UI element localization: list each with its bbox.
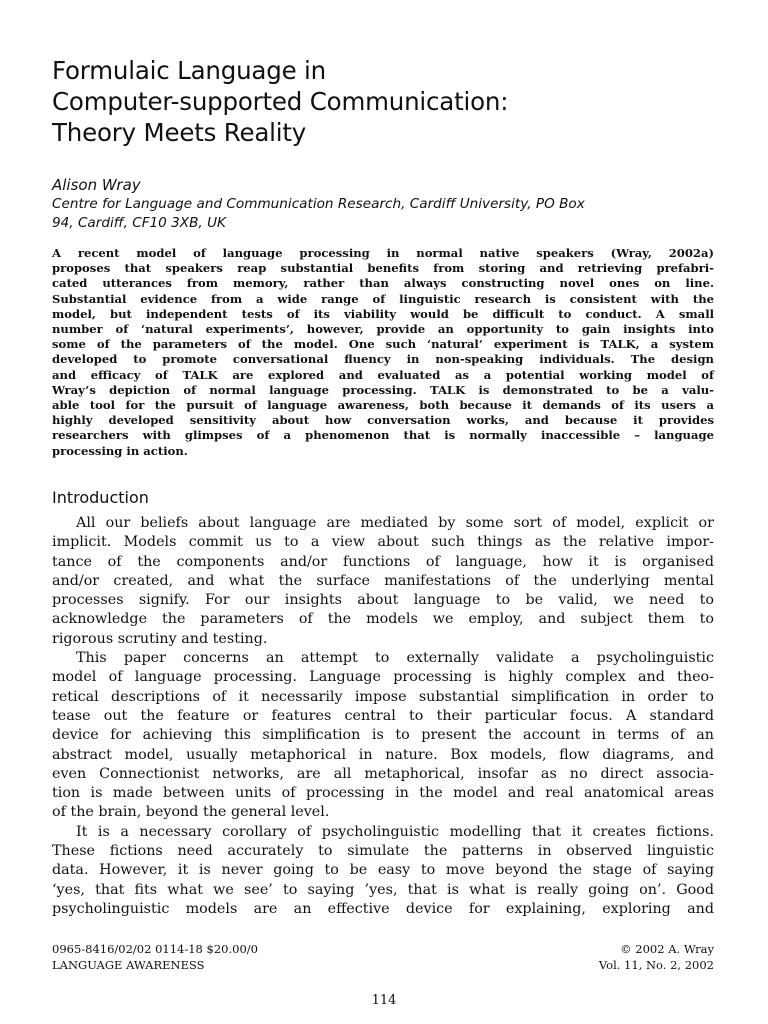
abstract-line: Wray’s depiction of normal language processing. TALK is demonstrated to be a valu- <box>52 382 714 397</box>
abstract-line: developed to promote conversational fluency in non-speaking individuals. The design <box>52 352 714 367</box>
abstract-line: processing in action. <box>52 443 188 458</box>
title-line: Computer-supported Communication: <box>52 87 509 116</box>
page-number: 114 <box>371 993 397 1008</box>
paragraph-line: These fictions need accurately to simulate the patterns in observed linguistic <box>52 843 714 860</box>
abstract-line: Substantial evidence from a wide range of linguistic research is consistent with the <box>52 291 714 306</box>
author-name: Alison Wray <box>52 176 141 194</box>
title-line: Formulaic Language in <box>52 56 326 85</box>
abstract-line: model, but independent tests of its viability would be difficult to conduct. A small <box>52 306 714 321</box>
abstract-line: number of ‘natural experiments’, however, provide an opportunity to gain insights into <box>52 322 714 337</box>
abstract-line: and efficacy of TALK are explored and evaluated as a potential working model of <box>52 367 714 382</box>
section-heading: Introduction <box>52 488 149 507</box>
abstract-line: some of the parameters of the model. One such ‘natural’ experiment is TALK, a system <box>52 337 714 352</box>
paragraph-line: of the brain, beyond the general level. <box>52 804 330 821</box>
paragraph-line: tance of the components and/or functions of language, how it is organised <box>52 553 714 570</box>
abstract-line: highly developed sensitivity about how conversation works, and because it provides <box>52 413 714 428</box>
page-footer <box>52 941 714 973</box>
footer-copyright: © 2002 A. Wray <box>620 942 714 956</box>
paragraph-line: ‘yes, that fits what we see’ to saying ’yes, that is what is really going on’. Good <box>52 881 714 898</box>
affiliation-line: Centre for Language and Communication Research, Cardiff University, PO Box <box>52 196 585 212</box>
abstract-line: cated utterances from memory, rather than always constructing novel ones on line. <box>52 276 714 291</box>
abstract-line: able tool for the pursuit of language awareness, both because it demands of its users a <box>52 398 714 413</box>
paragraph-line: This paper concerns an attempt to externally validate a psycholinguistic <box>76 650 714 667</box>
abstract-line: researchers with glimpses of a phenomenon that is normally inaccessible – language <box>52 428 714 443</box>
abstract-line: A recent model of language processing in normal native speakers (Wray, 2002a) <box>52 246 714 260</box>
footer-issn: 0965-8416/02/02 0114-18 $20.00/0 <box>52 942 258 956</box>
paragraph-line: model of language processing. Language processing is highly complex and theo- <box>52 669 714 686</box>
author-affiliation <box>52 195 720 233</box>
body-text <box>52 514 714 919</box>
paragraph-line: abstract model, usually metaphorical in nature. Box models, flow diagrams, and <box>52 746 714 763</box>
footer-journal: LANGUAGE AWARENESS <box>52 958 205 972</box>
paragraph-line: and/or created, and what the surface manifestations of the underlying mental <box>52 572 714 589</box>
abstract <box>52 246 714 459</box>
title-line: Theory Meets Reality <box>52 118 307 147</box>
footer-volume: Vol. 11, No. 2, 2002 <box>598 958 714 972</box>
paragraph-line: implicit. Models commit us to a view about such things as the relative impor- <box>52 534 714 551</box>
paragraph-line: processes signify. For our insights about language to be valid, we need to <box>52 592 714 609</box>
article-title <box>52 55 732 148</box>
paragraph-line: device for achieving this simplification is to present the account in terms of an <box>52 727 714 744</box>
paragraph-line: All our beliefs about language are mediated by some sort of model, explicit or <box>76 515 714 531</box>
paragraph-line: acknowledge the parameters of the models we employ, and subject them to <box>52 611 714 628</box>
paragraph-line: tion is made between units of processing in the model and real anatomical areas <box>52 785 714 802</box>
paragraph-line: rigorous scrutiny and testing. <box>52 630 268 647</box>
paragraph-line: data. However, it is never going to be easy to move beyond the stage of saying <box>52 862 714 879</box>
paragraph-line: psycholinguistic models are an effective device for explaining, exploring and <box>52 900 714 917</box>
paragraph-line: tease out the feature or features central to their particular focus. A standard <box>52 707 714 724</box>
abstract-line: proposes that speakers reap substantial benefits from storing and retrieving prefabri- <box>52 261 714 276</box>
paragraph-line: even Connectionist networks, are all metaphorical, insofar as no direct associa- <box>52 765 714 782</box>
paragraph-line: It is a necessary corollary of psycholinguistic modelling that it creates fictions. <box>76 823 714 840</box>
affiliation-line: 94, Cardiff, CF10 3XB, UK <box>52 215 226 231</box>
paragraph-line: retical descriptions of it necessarily impose substantial simplification in order to <box>52 688 714 705</box>
